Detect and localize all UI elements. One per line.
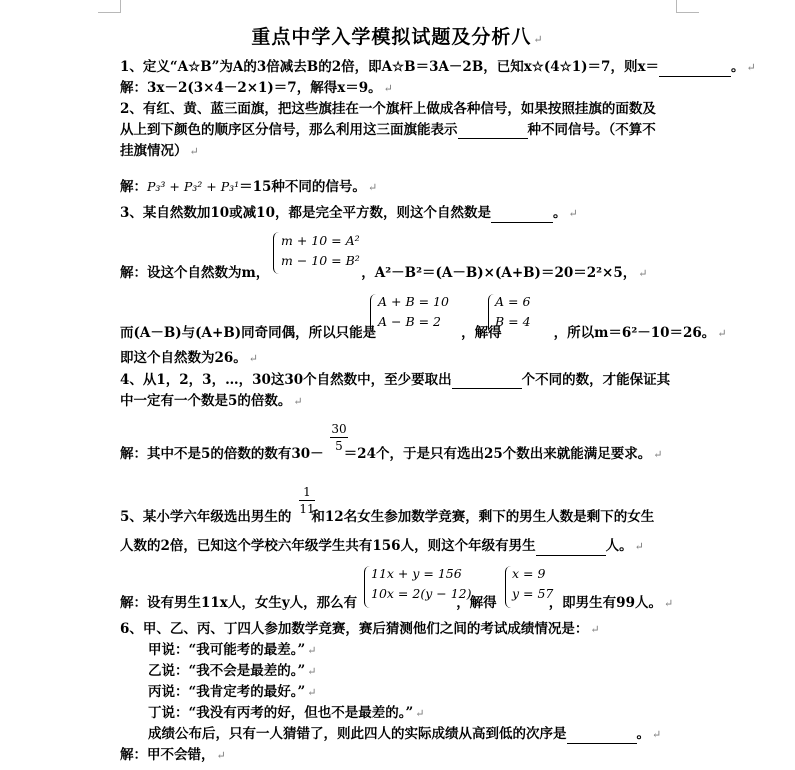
q3-system-3: A = 6 B = 4 (495, 294, 531, 329)
q6-blank (567, 729, 637, 744)
q3-text: 3、某自然数加10或减10，都是完全平方数，则这个自然数是 。 ↵ (120, 205, 578, 221)
q6-result: 成绩公布后，只有一人猜错了，则此四人的实际成绩从高到低的次序是 。 ↵ (148, 726, 662, 742)
page-corner-mark-left (98, 0, 121, 13)
q5-system-1: 11x + y = 156 10x = 2(y − 12) (371, 566, 472, 601)
q6-yi: 乙说：“我不会是最差的。” ↵ (148, 663, 317, 679)
q6-jia: 甲说：“我可能考的最差。” ↵ (148, 642, 317, 658)
page-corner-mark-right (676, 0, 699, 13)
q5-line2: 人数的2倍，已知这个学校六年级学生共有156人，则这个年级有男生 人。 ↵ (120, 538, 644, 554)
q2-answer: 解：P₃³ + P₃² + P₃¹＝15种不同的信号。 ↵ (120, 179, 378, 195)
q3-solution-line2: 而(A－B)与(A+B)同奇同偶，所以只能是 ，解得 ，所以m＝6²－10＝26。 ↵ (120, 325, 727, 341)
q4-fraction: 30 5 (331, 422, 347, 453)
permutation-formula: P₃³ + P₃² + P₃¹ (147, 179, 240, 194)
q2-line1: 2、有红、黄、蓝三面旗，把这些旗挂在一个旗杆上做成各种信号，如果按照挂旗的面数及 (120, 101, 656, 117)
page-title: 重点中学入学模拟试题及分析八 ↵ (251, 26, 544, 48)
q4-line1: 4、从1，2，3，…，30这30个自然数中，至少要取出 个不同的数，才能保证其 (120, 372, 671, 388)
q1-blank (659, 62, 731, 77)
q3-system-1: m + 10 = A² m − 10 = B² (281, 233, 360, 268)
q6-bing: 丙说：“我肯定考的最好。” ↵ (148, 684, 317, 700)
q5-line1: 5、某小学六年级选出男生的 和12名女生参加数学竞赛，剩下的男生人数是剩下的女生 (120, 509, 655, 525)
q2-blank (458, 124, 528, 139)
q2-line3: 挂旗情况） ↵ (120, 143, 199, 159)
q2-line2: 从上到下颜色的顺序区分信号，那么利用这三面旗能表示 种不同信号。（不算不 (120, 122, 656, 138)
q6-line1: 6、甲、乙、丙、丁四人参加数学竞赛，赛后猜测他们之间的考试成绩情况是： ↵ (120, 621, 600, 637)
q1-answer: 解：3x－2(3×4－2×1)＝7，解得x＝9。 ↵ (120, 80, 393, 96)
q6-answer: 解：甲不会错， ↵ (120, 747, 226, 763)
q4-blank (452, 374, 522, 389)
q5-system-2: x = 9 y = 57 (512, 566, 554, 601)
q4-solution: 解：其中不是5的倍数的数有30－ ＝24个，于是只有选出25个数出来就能满足要求。 ↵ (120, 446, 663, 462)
q5-fraction: 1 11 (299, 485, 315, 516)
q6-ding: 丁说：“我没有丙考的好，但也不是最差的。” ↵ (148, 705, 425, 721)
q4-line2: 中一定有一个数是5的倍数。 ↵ (120, 393, 303, 409)
q5-blank (536, 541, 606, 556)
q3-system-2: A + B = 10 A − B = 2 (378, 294, 449, 329)
q5-solution: 解：设有男生11x人，女生y人，那么有 ，解得 ，即男生有99人。 ↵ (120, 595, 674, 611)
q3-solution-line3: 即这个自然数为26。 ↵ (120, 350, 259, 366)
q3-solution-line1: 解：设这个自然数为m， ，A²－B²＝(A－B)×(A+B)＝20＝2²×5， ↵ (120, 265, 648, 281)
q1-text: 1、定义“A☆B”为A的3倍减去B的2倍，即A☆B＝3A－2B，已知x☆(4☆1)＝7，则x＝ 。 ↵ (120, 59, 756, 75)
q3-blank (491, 208, 553, 223)
